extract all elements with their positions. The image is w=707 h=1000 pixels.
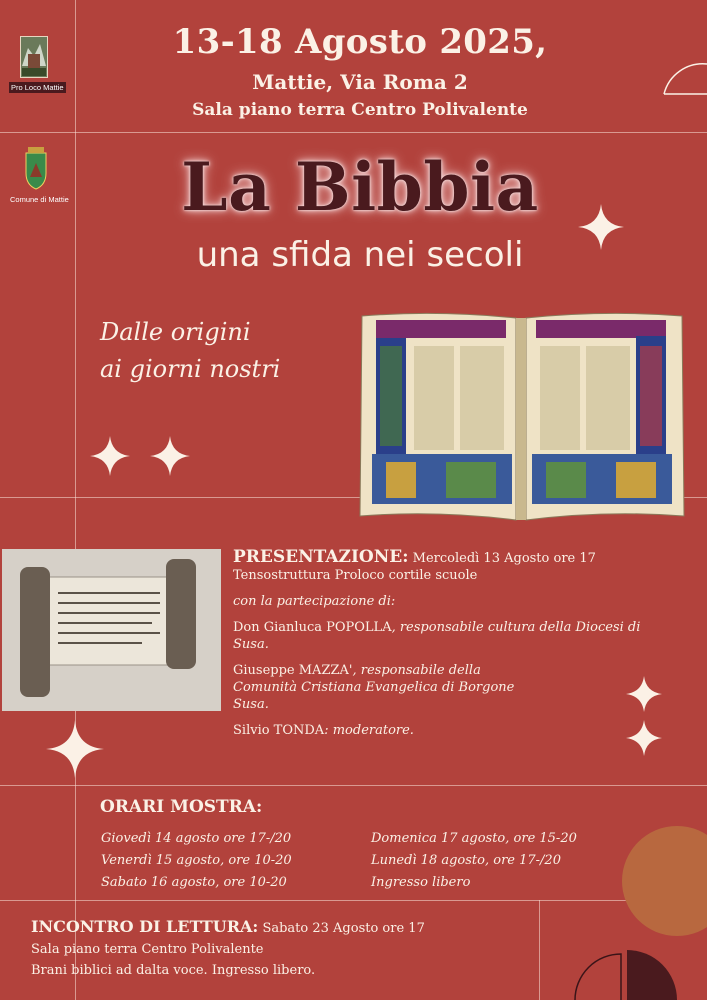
speaker-role: , responsabile cultura della Diocesi di Susa. bbox=[233, 620, 641, 652]
tagline-line: ai giorni nostri bbox=[100, 355, 281, 383]
presentation-with: con la partecipazione di: bbox=[233, 594, 396, 609]
sparkle-icon bbox=[46, 720, 104, 778]
event-date-title: 13-18 Agosto 2025, bbox=[172, 22, 548, 62]
main-title: La Bibbia bbox=[181, 148, 539, 226]
speaker-name: Silvio TONDA bbox=[233, 723, 325, 738]
reading-line: Brani biblici ad dalta voce. Ingresso libero. bbox=[31, 963, 316, 978]
sparkle-icon bbox=[150, 436, 190, 476]
presentation-where: Tensostruttura Proloco cortile scuole bbox=[233, 568, 478, 583]
divider-line bbox=[0, 132, 707, 133]
divider-line bbox=[0, 900, 707, 901]
schedule-right-column bbox=[371, 828, 577, 894]
divider-line bbox=[539, 900, 540, 1000]
event-hall: Sala piano terra Centro Polivalente bbox=[192, 100, 528, 120]
reading-heading: INCONTRO DI LETTURA: bbox=[31, 917, 259, 936]
reading-section bbox=[31, 916, 511, 981]
subtitle: una sfida nei secoli bbox=[196, 235, 524, 275]
divider-line bbox=[75, 0, 76, 1000]
arc-decoration bbox=[662, 60, 707, 95]
schedule-item: Lunedì 18 agosto, ore 17-/20 bbox=[371, 853, 561, 868]
schedule-item: Ingresso libero bbox=[371, 875, 471, 890]
presentation-section bbox=[233, 549, 673, 748]
speaker-role: : moderatore. bbox=[324, 723, 414, 738]
comune-crest bbox=[22, 147, 50, 191]
arc-decoration bbox=[573, 950, 623, 1000]
illuminated-bible-image bbox=[356, 306, 686, 522]
pro-loco-logo bbox=[20, 36, 48, 78]
speaker-name: Don Gianluca POPOLLA bbox=[233, 620, 392, 635]
sparkle-icon bbox=[578, 204, 624, 250]
schedule-title: ORARI MOSTRA: bbox=[100, 797, 263, 817]
pro-loco-label: Pro Loco Mattie bbox=[11, 83, 64, 92]
schedule-item: Domenica 17 agosto, ore 15-20 bbox=[371, 831, 577, 846]
speaker-role: , responsabile della Comunità Cristiana Evangelica di Borgone Susa. bbox=[233, 663, 515, 712]
event-place: Mattie, Via Roma 2 bbox=[252, 70, 468, 94]
presentation-heading: PRESENTAZIONE: bbox=[233, 547, 409, 567]
schedule-item: Sabato 16 agosto, ore 10-20 bbox=[101, 875, 287, 890]
torah-scroll-image bbox=[2, 549, 221, 711]
half-disc-decoration bbox=[627, 950, 687, 1000]
tagline-line: Dalle origini bbox=[100, 318, 251, 346]
schedule-item: Giovedì 14 agosto ore 17-/20 bbox=[101, 831, 292, 846]
speaker-name: Giuseppe MAZZA' bbox=[233, 663, 353, 678]
circle-decoration bbox=[622, 826, 707, 936]
schedule-left-column bbox=[101, 828, 292, 894]
sparkle-icon bbox=[90, 436, 130, 476]
divider-line bbox=[0, 785, 707, 786]
schedule-item: Venerdì 15 agosto, ore 10-20 bbox=[101, 853, 292, 868]
comune-label: Comune di Mattie bbox=[10, 195, 69, 204]
reading-when: Sabato 23 Agosto ore 17 bbox=[262, 921, 425, 936]
reading-line: Sala piano terra Centro Polivalente bbox=[31, 942, 264, 957]
presentation-when: Mercoledì 13 Agosto ore 17 bbox=[412, 551, 596, 566]
tagline bbox=[100, 314, 360, 388]
